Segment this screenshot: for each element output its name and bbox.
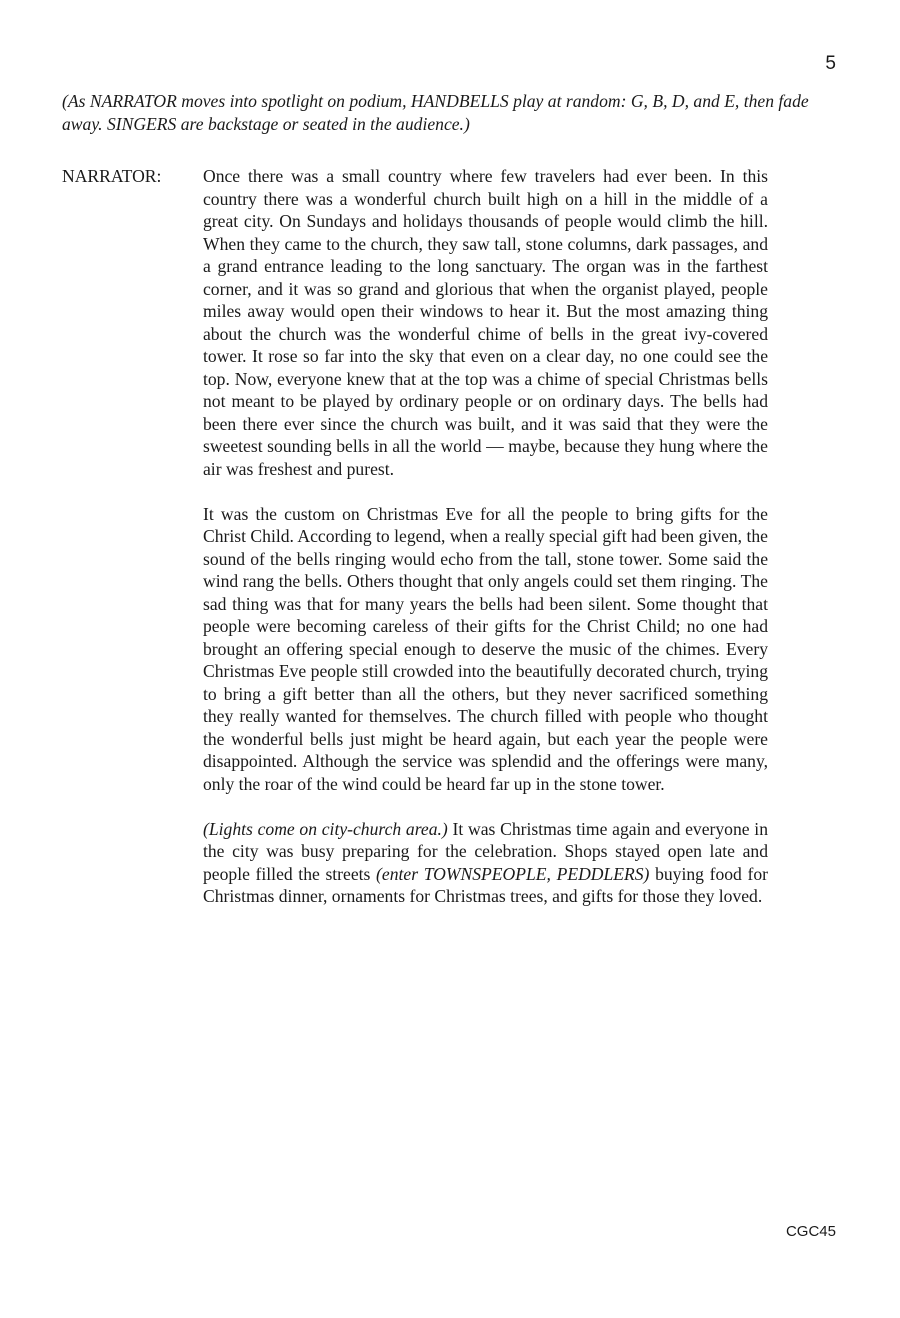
opening-stage-direction: (As NARRATOR moves into spotlight on podium, HANDBELLS play at random: G, B, D, and E, then fade away. SINGERS are backstage or seated in the audience.) [62,91,809,134]
lighting-direction: (Lights come on city-church area.) [203,818,448,839]
speech-paragraph-1: Once there was a small country where few travelers had ever been. In this country there was a wonderful church built high on a hill in the middle of a great city. On Sundays and holidays thousands of people would climb the hill. When they came to the church, they saw tall, stone columns, dark passages, and a grand entrance leading to the long sanctuary. The organ was in the farthest corner, and it was so grand and glorious that when the organist played, people miles away would open their windows to hear it. But the most amazing thing about the church was the wonderful chime of bells in the great ivy-covered tower. It rose so far into the sky that even on a clear day, no one could see the top. Now, everyone knew that at the top was a chime of special Christmas bells not meant to be played by ordinary people or on ordinary days. The bells had been there ever since the church was built, and it was said that they were the sweetest sounding bells in all the world — maybe, because they hung where the air was freshest and purest. [203,166,768,479]
narrator-speech [203,165,768,930]
page-number: 5 [825,53,836,74]
speech-paragraph-2: It was the custom on Christmas Eve for all the people to bring gifts for the Christ Child. According to legend, when a really special gift had been given, the sound of the bells ringing would echo from the tall, stone tower. Some said the wind rang the bells. Others thought that only angels could set them ringing. The sad thing was that for many years the bells had been silent. Some thought that people were becoming careless of their gifts for the Christ Child; no one had brought an offering special enough to deserve the music of the chimes. Every Christmas Eve people still crowded into the beautifully decorated church, trying to bring a gift better than all the others, but they never sacrificed something they really wanted for themselves. The church filled with people who thought the wonderful bells just might be heard again, but each year the people were disappointed. Although the service was splendid and the offerings were many, only the roar of the wind could be heard far up in the stone tower. [203,503,768,794]
speech-text-segment: buying food for Christmas dinner, ornaments for Christmas trees, and gifts for those they loved. [203,863,768,906]
catalog-code: CGC45 [785,1223,836,1240]
speech-text-segment: It was Christmas time again and everyone in the city was busy preparing for the celebration. Shops stayed open late and people filled the streets [203,818,768,884]
speaker-label: NARRATOR: [62,166,162,186]
entrance-direction: (enter TOWNSPEOPLE, PEDDLERS) [376,863,650,884]
speech-paragraph-3 [203,818,768,908]
